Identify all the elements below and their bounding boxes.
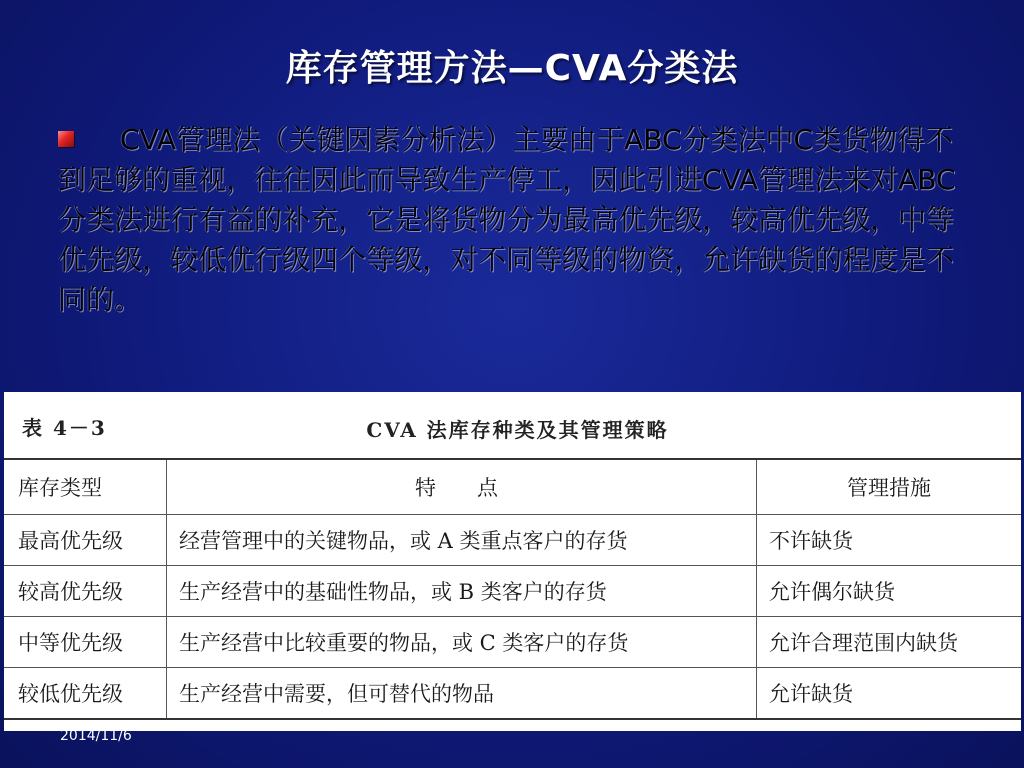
table-caption bbox=[4, 392, 1021, 452]
table-row bbox=[4, 515, 1021, 566]
cell-feature: 生产经营中需要，但可替代的物品 bbox=[167, 668, 757, 720]
bullet-paragraph-block bbox=[58, 120, 978, 320]
table-title: CVA 法库存种类及其管理策略 bbox=[366, 418, 669, 442]
cell-type: 较高优先级 bbox=[4, 566, 167, 617]
cell-feature: 生产经营中比较重要的物品，或 C 类客户的存货 bbox=[167, 617, 757, 668]
table-number: 表 4－3 bbox=[22, 416, 107, 440]
cell-type: 较低优先级 bbox=[4, 668, 167, 720]
cva-table bbox=[4, 458, 1021, 720]
cell-type: 中等优先级 bbox=[4, 617, 167, 668]
red-square-bullet-icon bbox=[58, 131, 74, 147]
table-row bbox=[4, 617, 1021, 668]
cell-type: 最高优先级 bbox=[4, 515, 167, 566]
cell-measure: 允许偶尔缺货 bbox=[757, 566, 1022, 617]
bullet-paragraph-text: CVA管理法（关键因素分析法）主要由于ABC分类法中C类货物得不到足够的重视，往往因此而导致生产停工，因此引进CVA管理法来对ABC分类法进行有益的补充，它是将货物分为最高优先级，较高优先级，中等优先级，较低优行级四个等级，对不同等级的物资，允许缺货的程度是不同的。 bbox=[58, 123, 956, 316]
table-row bbox=[4, 668, 1021, 720]
header-feature: 特 点 bbox=[167, 459, 757, 515]
slide-title: 库存管理方法—CVA分类法 bbox=[285, 48, 739, 89]
header-type: 库存类型 bbox=[4, 459, 167, 515]
table-row bbox=[4, 566, 1021, 617]
cell-measure: 不许缺货 bbox=[757, 515, 1022, 566]
header-measure: 管理措施 bbox=[757, 459, 1022, 515]
cell-measure: 允许缺货 bbox=[757, 668, 1022, 720]
cell-feature: 经营管理中的关键物品，或 A 类重点客户的存货 bbox=[167, 515, 757, 566]
table-header-row bbox=[4, 459, 1021, 515]
footer-date: 2014/11/6 bbox=[60, 728, 132, 744]
cell-measure: 允许合理范围内缺货 bbox=[757, 617, 1022, 668]
cell-feature: 生产经营中的基础性物品，或 B 类客户的存货 bbox=[167, 566, 757, 617]
